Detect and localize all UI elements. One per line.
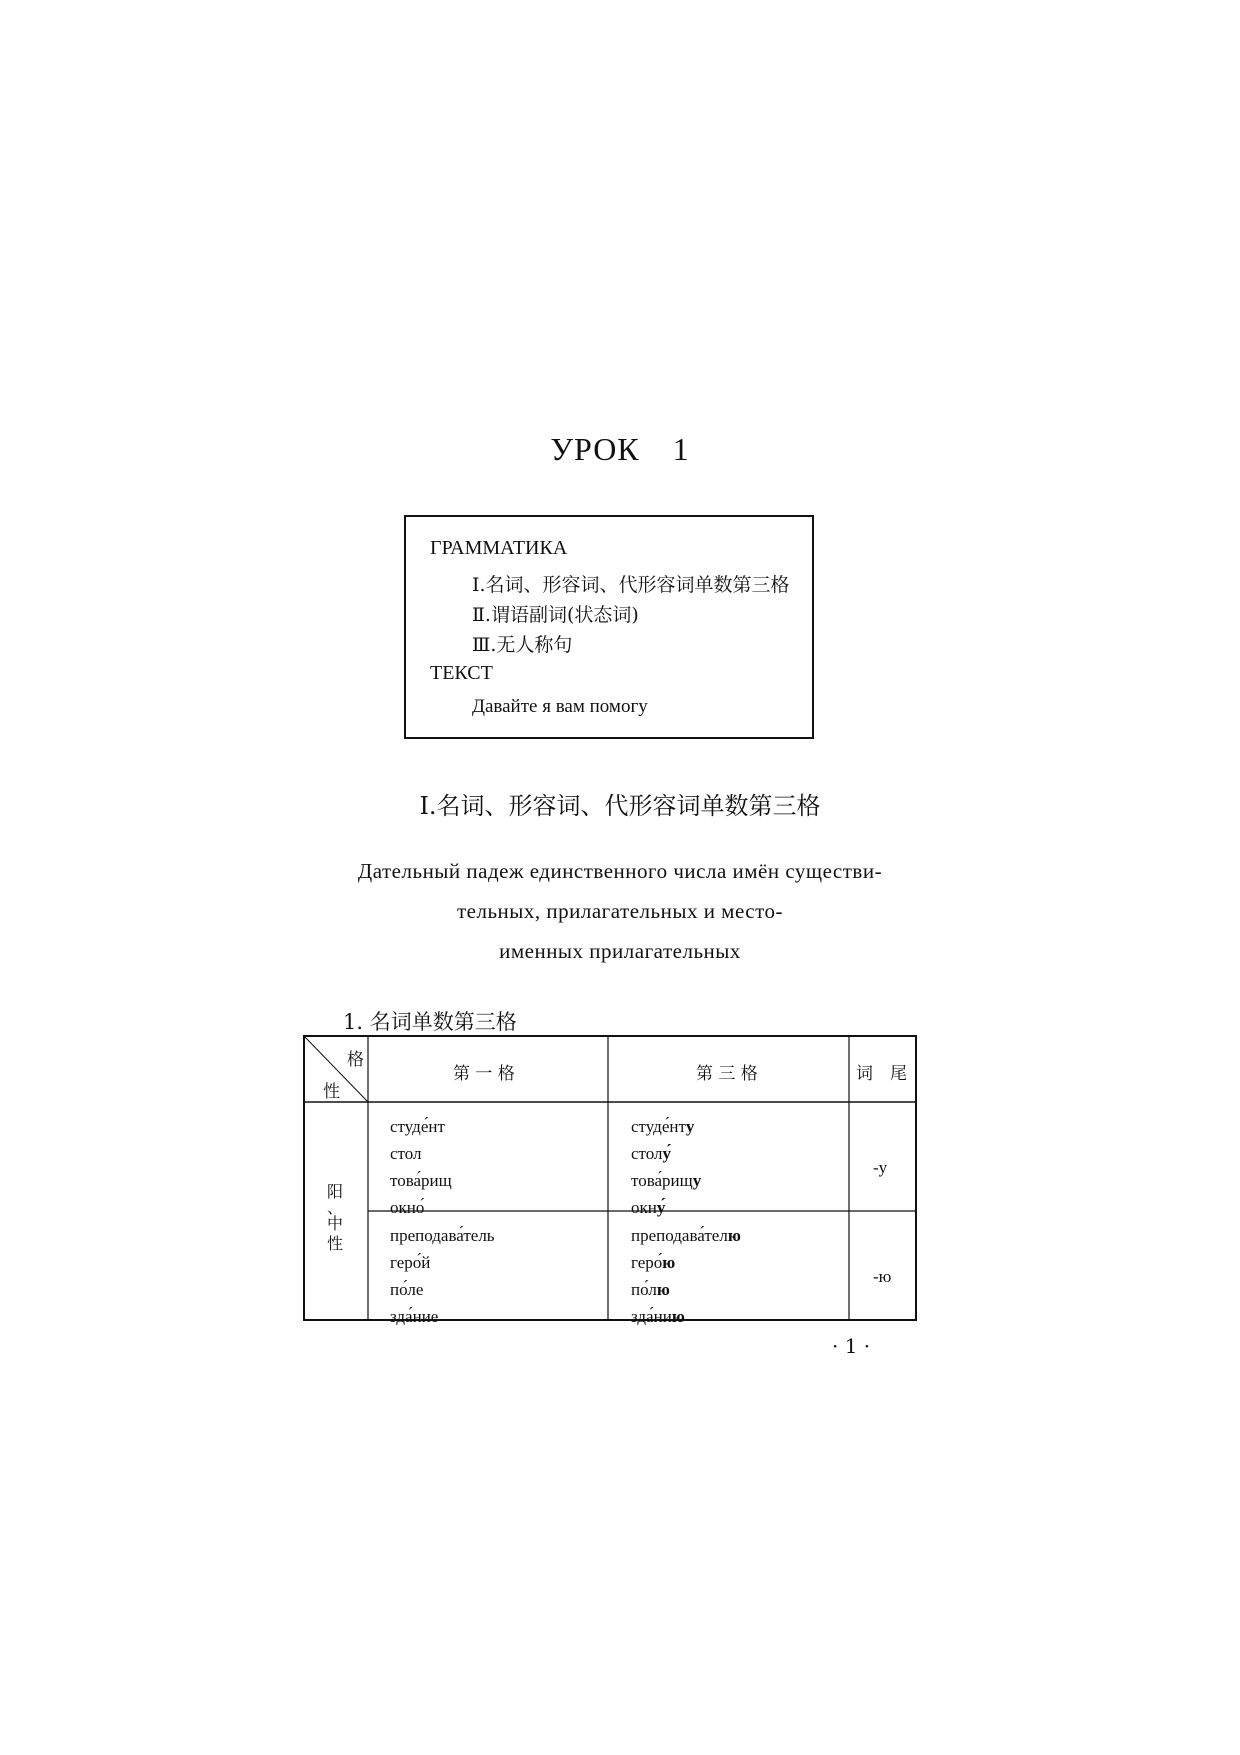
corner-label-case: 格 bbox=[347, 1050, 364, 1070]
header-ending: 词 尾 bbox=[856, 1064, 907, 1084]
header-nominative: 第 一 格 bbox=[453, 1064, 515, 1084]
text-item: Давайте я вам помогу bbox=[472, 696, 648, 717]
dative-form bbox=[631, 1226, 741, 1246]
dative-ending: у bbox=[685, 1117, 695, 1136]
nominative-form: това́рищ bbox=[390, 1171, 452, 1190]
dative-ending: ю bbox=[656, 1280, 670, 1299]
dative-form bbox=[631, 1280, 670, 1300]
header-dative: 第 三 格 bbox=[696, 1064, 758, 1084]
section-subtitle-line: тельных, прилагательных и место- bbox=[456, 899, 784, 923]
section-title: Ⅰ.名词、形容词、代形容词单数第三格 bbox=[419, 792, 821, 820]
dative-stem: зда́ни bbox=[631, 1307, 672, 1326]
section-subtitle-line: именных прилагательных bbox=[499, 939, 741, 963]
dative-ending: у́ bbox=[656, 1198, 666, 1217]
dative-stem: геро́ bbox=[631, 1253, 663, 1272]
lesson-title: УРОК 1 bbox=[550, 431, 690, 467]
nominative-form: преподава́тель bbox=[390, 1226, 495, 1245]
nominative-form: геро́й bbox=[390, 1253, 431, 1272]
grammar-item: Ⅱ.谓语副词(状态词) bbox=[472, 604, 639, 626]
grammar-item: Ⅰ.名词、形容词、代形容词单数第三格 bbox=[472, 574, 790, 596]
dative-ending: ю bbox=[727, 1226, 741, 1245]
dative-stem: студе́нт bbox=[631, 1117, 686, 1136]
ending-label: -у bbox=[873, 1158, 888, 1177]
dative-form bbox=[631, 1307, 685, 1327]
nominative-form: по́ле bbox=[390, 1280, 424, 1299]
dative-stem: окн bbox=[631, 1198, 657, 1217]
nominative-form: зда́ние bbox=[390, 1307, 439, 1326]
nominative-form: окно́ bbox=[390, 1198, 425, 1217]
dative-stem: по́л bbox=[631, 1280, 657, 1299]
gender-label: 、 bbox=[327, 1198, 344, 1217]
page-number: · 1 · bbox=[832, 1334, 871, 1358]
dative-ending: ю bbox=[662, 1253, 676, 1272]
ending-label: -ю bbox=[873, 1267, 892, 1286]
dative-form bbox=[631, 1171, 701, 1191]
noun-dative-table bbox=[303, 1035, 917, 1326]
dative-form bbox=[631, 1198, 665, 1218]
dative-stem: преподава́тел bbox=[631, 1226, 728, 1245]
dative-stem: стол bbox=[631, 1144, 663, 1163]
contents-box bbox=[404, 515, 814, 739]
dative-ending: ю bbox=[671, 1307, 685, 1326]
dative-form bbox=[631, 1253, 675, 1273]
gender-label: 性 bbox=[327, 1234, 344, 1253]
subsection-title: 1. 名词单数第三格 bbox=[343, 1010, 517, 1034]
dative-form bbox=[631, 1117, 694, 1137]
gender-label: 阳 bbox=[327, 1182, 344, 1201]
dative-stem: това́рищ bbox=[631, 1171, 693, 1190]
text-heading: ТЕКСТ bbox=[430, 662, 493, 684]
dative-ending: у bbox=[692, 1171, 702, 1190]
corner-label-gender: 性 bbox=[323, 1082, 340, 1102]
section-subtitle-line: Дательный падеж единственного числа имён существи- bbox=[357, 859, 883, 883]
nominative-form: стол bbox=[390, 1144, 422, 1163]
dative-ending: у́ bbox=[662, 1144, 672, 1163]
dative-form bbox=[631, 1144, 671, 1164]
grammar-heading: ГРАММАТИКА bbox=[430, 537, 568, 559]
gender-label: 中 bbox=[327, 1214, 344, 1233]
nominative-form: студе́нт bbox=[390, 1117, 445, 1136]
grammar-item: Ⅲ.无人称句 bbox=[472, 634, 573, 656]
